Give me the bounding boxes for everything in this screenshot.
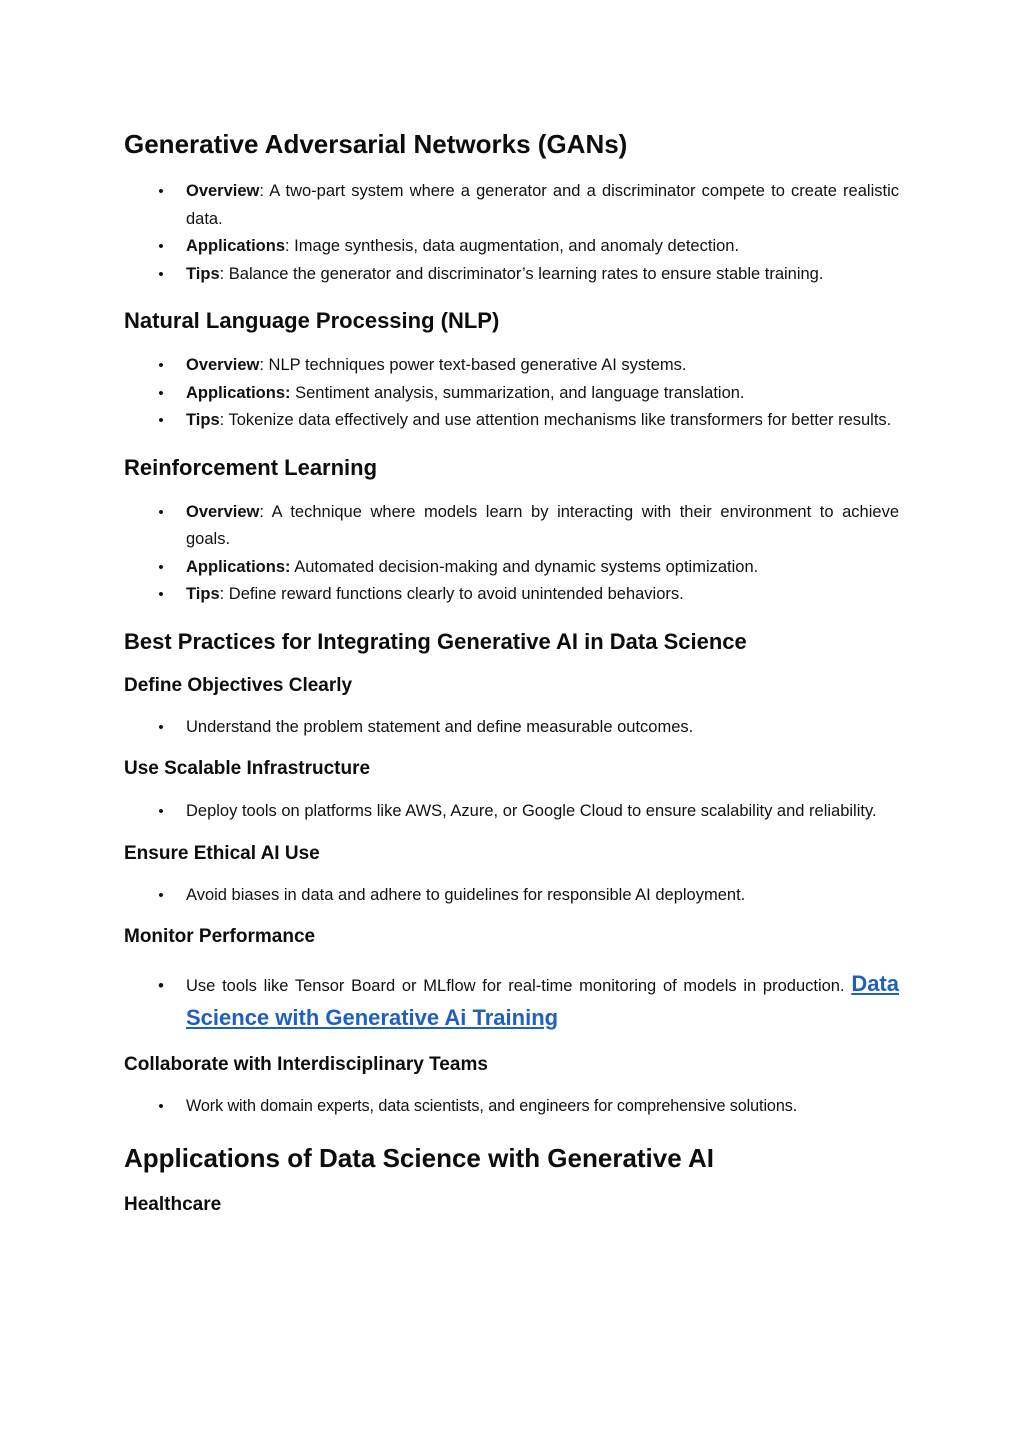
ethics-list — [124, 882, 899, 910]
item-text: Sentiment analysis, summarization, and language translation. — [290, 383, 745, 402]
list-item — [124, 352, 899, 380]
bullet-icon: • — [158, 503, 164, 521]
list-item — [124, 1093, 899, 1121]
bullet-icon: • — [158, 238, 164, 255]
rl-list — [124, 499, 899, 609]
bullet-icon: • — [158, 384, 164, 402]
bullet-icon: • — [158, 357, 164, 374]
list-item — [124, 798, 899, 826]
item-label: Tips — [186, 411, 220, 429]
item-text: Work with domain experts, data scientists, and engineers for comprehensive solutions. — [186, 1097, 798, 1115]
item-text: Understand the problem statement and define measurable outcomes. — [186, 717, 694, 736]
nlp-list — [124, 352, 899, 435]
item-text: : Tokenize data effectively and use attention mechanisms like transformers for better results. — [219, 411, 892, 429]
list-item — [124, 261, 899, 289]
bullet-icon: • — [158, 718, 164, 736]
subheading-objectives: Define Objectives Clearly — [124, 674, 353, 696]
list-item — [124, 178, 899, 233]
list-item — [124, 407, 899, 435]
objectives-list — [124, 714, 899, 742]
item-text: Automated decision-making and dynamic systems optimization. — [290, 557, 759, 576]
list-item — [124, 882, 899, 910]
bullet-icon: • — [158, 803, 164, 820]
item-text: : NLP techniques power text-based generative AI systems. — [259, 356, 687, 374]
subheading-monitor: Monitor Performance — [124, 926, 316, 947]
item-text: Use tools like Tensor Board or MLflow for real-time monitoring of models in production. — [186, 977, 852, 995]
item-text: : Define reward functions clearly to avoid unintended behaviors. — [219, 585, 684, 603]
bullet-icon: • — [158, 265, 164, 283]
bullet-icon: • — [158, 976, 164, 995]
list-item — [124, 554, 899, 582]
item-label: Overview — [186, 356, 260, 374]
section-heading-nlp: Natural Language Processing (NLP) — [124, 308, 500, 333]
list-item — [124, 968, 899, 1036]
item-label: Tips — [186, 585, 220, 603]
bullet-icon: • — [158, 586, 164, 603]
item-label: Applications: — [186, 383, 291, 402]
document-page — [124, 122, 899, 1218]
infrastructure-list — [124, 798, 899, 826]
list-item — [124, 581, 899, 609]
section-heading-rl: Reinforcement Learning — [124, 454, 378, 480]
section-heading-best-practices: Best Practices for Integrating Generative AI in Data Science — [124, 628, 747, 654]
bullet-icon: • — [158, 558, 164, 576]
bullet-icon: • — [158, 412, 164, 429]
gans-list — [124, 178, 899, 288]
list-item — [124, 380, 899, 408]
monitor-list — [124, 968, 899, 1036]
item-text: Avoid biases in data and adhere to guidelines for responsible AI deployment. — [186, 885, 746, 904]
item-label: Applications: — [186, 557, 291, 576]
item-label: Overview — [186, 182, 260, 200]
item-text: : A technique where models learn by interacting with their environment to achieve goals. — [186, 502, 899, 548]
item-text: : Balance the generator and discriminator’s learning rates to ensure stable training. — [219, 264, 824, 283]
item-text: Deploy tools on platforms like AWS, Azure, or Google Cloud to ensure scalability and reliability. — [186, 802, 877, 820]
bullet-icon: • — [158, 183, 164, 200]
section-heading-applications: Applications of Data Science with Generative AI — [124, 1142, 714, 1173]
item-text: : A two-part system where a generator and a discriminator compete to create realistic data. — [186, 182, 899, 228]
item-label: Tips — [186, 264, 220, 283]
bullet-icon: • — [158, 1098, 164, 1115]
subheading-collaborate: Collaborate with Interdisciplinary Teams — [124, 1054, 488, 1075]
list-item — [124, 714, 899, 742]
subheading-infrastructure: Use Scalable Infrastructure — [124, 758, 371, 779]
item-text: : Image synthesis, data augmentation, and anomaly detection. — [285, 237, 740, 255]
collaborate-list — [124, 1093, 899, 1121]
list-item — [124, 499, 899, 554]
training-link[interactable]: Data Science with Generative Ai Training — [186, 971, 899, 1030]
section-heading-gans: Generative Adversarial Networks (GANs) — [124, 129, 628, 159]
item-label: Overview — [186, 502, 260, 521]
subheading-ethics: Ensure Ethical AI Use — [124, 842, 320, 864]
list-item — [124, 233, 899, 261]
item-label: Applications — [186, 237, 286, 255]
subheading-healthcare: Healthcare — [124, 1193, 222, 1215]
bullet-icon: • — [158, 886, 164, 904]
